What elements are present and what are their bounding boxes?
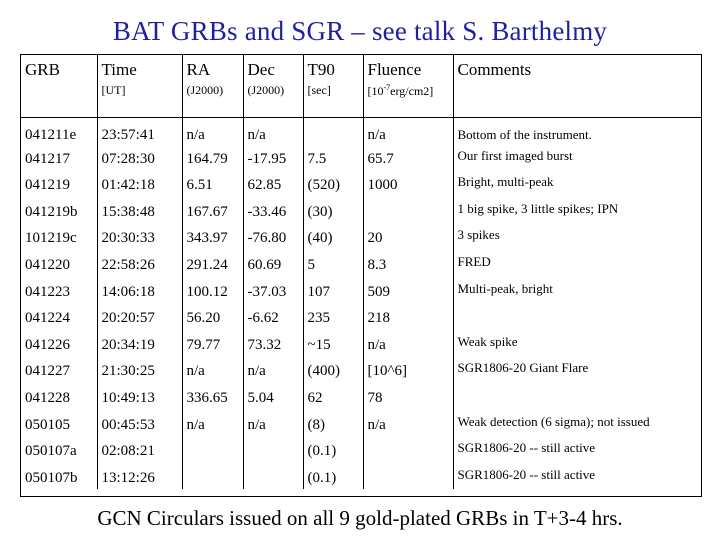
unit-comments <box>453 81 701 117</box>
cell-t90: ~15 <box>303 330 363 357</box>
cell-ra: n/a <box>182 356 243 383</box>
cell-grb-id: 041224 <box>25 310 70 327</box>
cell-t90: (8) <box>303 410 363 437</box>
grb-table-body <box>21 117 701 489</box>
cell-grb-id: 041226 <box>25 336 70 353</box>
cell-fluence: n/a <box>363 330 453 357</box>
cell-grb-id: 041219 <box>25 177 70 194</box>
cell-dec: n/a <box>243 356 303 383</box>
cell-time: 02:08:21 <box>97 436 182 463</box>
cell-grb-id: 041228 <box>25 389 70 406</box>
cell-grb-id: 101219c <box>25 230 77 247</box>
cell-time: 13:12:26 <box>97 463 182 490</box>
table-row <box>21 356 701 383</box>
cell-dec: 60.69 <box>243 250 303 277</box>
unit-fluence: $[10^{-7}erg/cm2]$ <box>363 81 453 117</box>
table-row <box>21 410 701 437</box>
unit-row <box>21 81 701 117</box>
cell-ra: 79.77 <box>182 330 243 357</box>
cell-t90: (520) <box>303 170 363 197</box>
table-row <box>21 383 701 410</box>
cell-dec: 73.32 <box>243 330 303 357</box>
cell-fluence: 20 <box>363 223 453 250</box>
cell-time: 20:30:33 <box>97 223 182 250</box>
cell-comment <box>453 383 701 410</box>
cell-grb-id: 041223 <box>25 283 70 300</box>
cell-time: 14:06:18 <box>97 277 182 304</box>
cell-dec: n/a <box>243 410 303 437</box>
cell-ra: 6.51 <box>182 170 243 197</box>
cell-comment <box>453 303 701 330</box>
cell-fluence: 1000 <box>363 170 453 197</box>
cell-t90: (40) <box>303 223 363 250</box>
column-header-fluence: Fluence <box>363 55 453 81</box>
cell-t90: 7.5 <box>303 144 363 171</box>
slide-title: BAT GRBs and SGR – see talk S. Barthelmy <box>112 16 608 46</box>
cell-time: 10:49:13 <box>97 383 182 410</box>
cell-comment: SGR1806-20 -- still active <box>453 436 701 463</box>
cell-ra: 336.65 <box>182 383 243 410</box>
cell-grb-id: 041219b <box>25 203 78 220</box>
cell-ra: n/a <box>182 410 243 437</box>
table-row <box>21 436 701 463</box>
cell-fluence <box>363 463 453 490</box>
cell-dec: -6.62 <box>243 303 303 330</box>
table-row <box>21 117 701 144</box>
cell-t90: (30) <box>303 197 363 224</box>
cell-t90: (400) <box>303 356 363 383</box>
cell-grb-id: 050105 <box>25 416 70 433</box>
cell-dec: -76.80 <box>243 223 303 250</box>
column-header-comments: Comments <box>453 55 701 81</box>
cell-fluence: 218 <box>363 303 453 330</box>
cell-t90: 235 <box>303 303 363 330</box>
cell-comment: Bottom of the instrument. <box>453 117 701 144</box>
cell-comment: Bright, multi-peak <box>453 170 701 197</box>
cell-time: 07:28:30 <box>97 144 182 171</box>
cell-time: 21:30:25 <box>97 356 182 383</box>
table-row <box>21 144 701 171</box>
cell-time: 01:42:18 <box>97 170 182 197</box>
cell-ra: 56.20 <box>182 303 243 330</box>
cell-dec: n/a <box>243 117 303 144</box>
cell-ra: 164.79 <box>182 144 243 171</box>
table-row <box>21 250 701 277</box>
cell-t90 <box>303 117 363 144</box>
cell-t90: (0.1) <box>303 436 363 463</box>
cell-comment: 3 spikes <box>453 223 701 250</box>
table-row <box>21 170 701 197</box>
table-row <box>21 197 701 224</box>
cell-comment: SGR1806-20 Giant Flare <box>453 356 701 383</box>
header-row <box>21 55 701 81</box>
unit-time: [UT] <box>97 81 182 117</box>
cell-dec <box>243 463 303 490</box>
unit-dec: (J2000) <box>243 81 303 117</box>
cell-dec: -17.95 <box>243 144 303 171</box>
unit-grb <box>21 81 97 117</box>
cell-ra: 100.12 <box>182 277 243 304</box>
cell-ra: 167.67 <box>182 197 243 224</box>
cell-ra <box>182 463 243 490</box>
cell-comment: FRED <box>453 250 701 277</box>
cell-comment: Weak detection (6 sigma); not issued <box>453 410 701 437</box>
unit-t90: [sec] <box>303 81 363 117</box>
cell-dec: 5.04 <box>243 383 303 410</box>
cell-time: 00:45:53 <box>97 410 182 437</box>
cell-dec <box>243 436 303 463</box>
table-row <box>21 463 701 490</box>
cell-comment: Weak spike <box>453 330 701 357</box>
cell-grb-id: 041211e <box>25 126 77 143</box>
column-header-t90: T90 <box>303 55 363 81</box>
column-header-time: Time <box>97 55 182 81</box>
cell-time: 22:58:26 <box>97 250 182 277</box>
cell-fluence: 8.3 <box>363 250 453 277</box>
cell-time: 20:34:19 <box>97 330 182 357</box>
cell-t90: 62 <box>303 383 363 410</box>
table-row <box>21 330 701 357</box>
table-row <box>21 277 701 304</box>
cell-ra <box>182 436 243 463</box>
cell-comment: 1 big spike, 3 little spikes; IPN <box>453 197 701 224</box>
cell-fluence <box>363 436 453 463</box>
grb-table <box>21 55 701 489</box>
cell-time: 15:38:48 <box>97 197 182 224</box>
column-header-grb: GRB <box>25 60 60 79</box>
table-row <box>21 223 701 250</box>
cell-grb-id: 050107b <box>25 469 78 486</box>
cell-ra: 343.97 <box>182 223 243 250</box>
cell-grb-id: 041227 <box>25 363 70 380</box>
cell-dec: -37.03 <box>243 277 303 304</box>
cell-grb-id: 041220 <box>25 256 70 273</box>
cell-dec: 62.85 <box>243 170 303 197</box>
cell-ra: n/a <box>182 117 243 144</box>
cell-fluence <box>363 197 453 224</box>
cell-comment: Our first imaged burst <box>453 144 701 171</box>
cell-fluence: 509 <box>363 277 453 304</box>
cell-fluence: n/a <box>363 410 453 437</box>
cell-grb-id: 041217 <box>25 150 70 167</box>
cell-dec: -33.46 <box>243 197 303 224</box>
cell-grb-id: 050107a <box>25 443 77 460</box>
grb-table-frame <box>20 54 702 497</box>
column-header-ra: RA <box>182 55 243 81</box>
cell-ra: 291.24 <box>182 250 243 277</box>
cell-time: 23:57:41 <box>97 117 182 144</box>
cell-t90: (0.1) <box>303 463 363 490</box>
cell-fluence: 78 <box>363 383 453 410</box>
cell-fluence: [10^6] <box>363 356 453 383</box>
unit-ra: (J2000) <box>182 81 243 117</box>
cell-fluence: n/a <box>363 117 453 144</box>
cell-time: 20:20:57 <box>97 303 182 330</box>
column-header-dec: Dec <box>243 55 303 81</box>
table-row <box>21 303 701 330</box>
cell-t90: 107 <box>303 277 363 304</box>
cell-fluence: 65.7 <box>363 144 453 171</box>
cell-t90: 5 <box>303 250 363 277</box>
cell-comment: Multi-peak, bright <box>453 277 701 304</box>
footer-note: GCN Circulars issued on all 9 gold-plated GRBs in T+3-4 hrs. <box>97 506 623 530</box>
cell-comment: SGR1806-20 -- still active <box>453 463 701 490</box>
